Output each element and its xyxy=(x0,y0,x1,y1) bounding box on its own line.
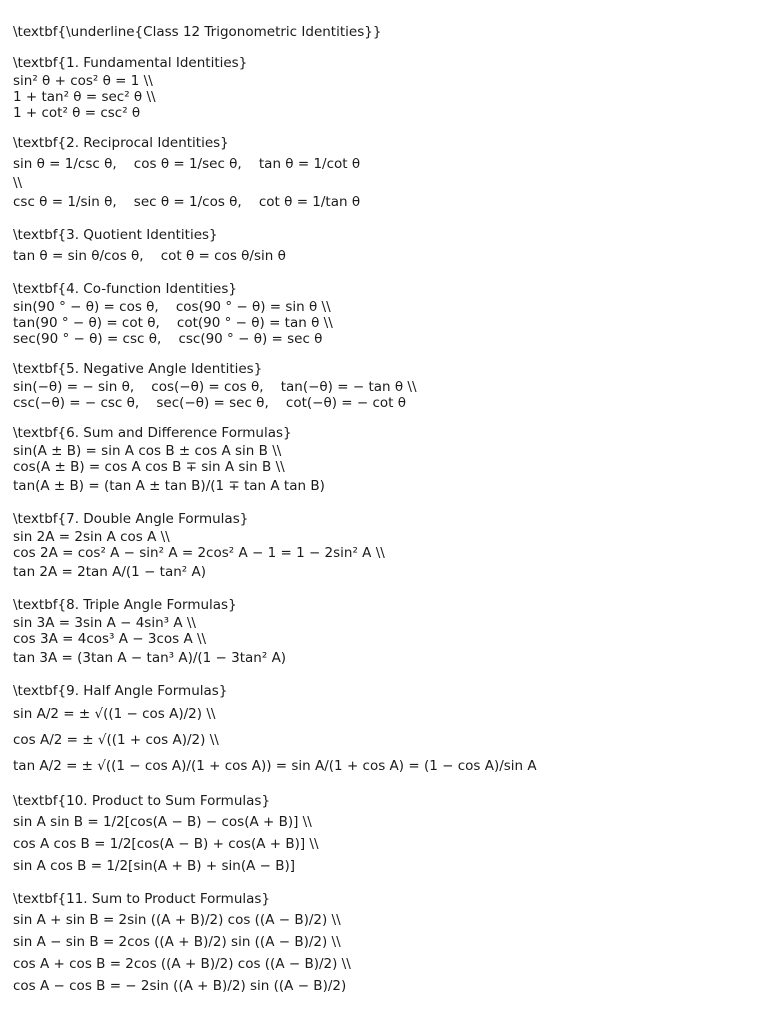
section-heading: \textbf{1. Fundamental Identities} xyxy=(13,55,248,71)
identity-line: 1 + cot² θ = csc² θ xyxy=(13,105,141,121)
identity-line: csc(−θ) = − csc θ, sec(−θ) = sec θ, cot(−θ) = − cot θ xyxy=(13,395,406,411)
section-negative-angle-identities xyxy=(13,359,753,411)
formula-line: sin 2A = 2sin A cos A \\ xyxy=(13,529,170,545)
document-body xyxy=(13,22,753,1009)
formula-line: cos A − cos B = − 2sin ((A + B)/2) sin ((A − B)/2) xyxy=(13,978,347,994)
formula-line: sin A + sin B = 2sin ((A + B)/2) cos ((A − B)/2) \\ xyxy=(13,912,341,928)
formula-line: sin A/2 = ± √((1 − cos A)/2) \\ xyxy=(13,706,216,722)
section-sum-difference-formulas xyxy=(13,423,753,497)
formula-line: cos A cos B = 1/2[cos(A − B) + cos(A + B)] \\ xyxy=(13,836,319,852)
section-heading: \textbf{7. Double Angle Formulas} xyxy=(13,511,249,527)
formula-line: cos 3A = 4cos³ A − 3cos A \\ xyxy=(13,631,207,647)
identity-line: sin(90 ° − θ) = cos θ, cos(90 ° − θ) = sin θ \\ xyxy=(13,299,331,315)
section-fundamental-identities xyxy=(13,53,753,121)
section-product-to-sum-formulas xyxy=(13,791,753,877)
identity-line: 1 + tan² θ = sec² θ \\ xyxy=(13,89,156,105)
formula-line: tan(A ± B) = (tan A ± tan B)/(1 ∓ tan A tan B) xyxy=(13,478,325,494)
section-heading: \textbf{10. Product to Sum Formulas} xyxy=(13,793,271,809)
section-double-angle-formulas xyxy=(13,509,753,583)
formula-line: tan 3A = (3tan A − tan³ A)/(1 − 3tan² A) xyxy=(13,650,287,666)
section-heading: \textbf{6. Sum and Difference Formulas} xyxy=(13,425,292,441)
section-heading: \textbf{8. Triple Angle Formulas} xyxy=(13,597,237,613)
identity-line: sin² θ + cos² θ = 1 \\ xyxy=(13,73,153,89)
identity-line: \\ xyxy=(13,175,23,191)
formula-line: cos A/2 = ± √((1 + cos A)/2) \\ xyxy=(13,732,219,748)
formula-line: sin A sin B = 1/2[cos(A − B) − cos(A + B)] \\ xyxy=(13,814,312,830)
identity-line: sin(−θ) = − sin θ, cos(−θ) = cos θ, tan(−θ) = − tan θ \\ xyxy=(13,379,417,395)
formula-line: cos 2A = cos² A − sin² A = 2cos² A − 1 = 1 − 2sin² A \\ xyxy=(13,545,385,561)
formula-line: sin(A ± B) = sin A cos B ± cos A sin B \\ xyxy=(13,443,282,459)
section-sum-to-product-formulas xyxy=(13,889,753,997)
identity-line: csc θ = 1/sin θ, sec θ = 1/cos θ, cot θ = 1/tan θ xyxy=(13,194,361,210)
document-title: \textbf{\underline{Class 12 Trigonometric Identities}} xyxy=(13,24,382,40)
section-quotient-identities xyxy=(13,225,753,267)
section-reciprocal-identities xyxy=(13,133,753,213)
section-heading: \textbf{11. Sum to Product Formulas} xyxy=(13,891,271,907)
section-cofunction-identities xyxy=(13,279,753,347)
formula-line: cos(A ± B) = cos A cos B ∓ sin A sin B \\ xyxy=(13,459,285,475)
identity-line: sec(90 ° − θ) = csc θ, csc(90 ° − θ) = sec θ xyxy=(13,331,323,347)
formula-line: sin 3A = 3sin A − 4sin³ A \\ xyxy=(13,615,196,631)
section-heading: \textbf{5. Negative Angle Identities} xyxy=(13,361,263,377)
identity-line: tan(90 ° − θ) = cot θ, cot(90 ° − θ) = tan θ \\ xyxy=(13,315,333,331)
section-heading: \textbf{4. Co-function Identities} xyxy=(13,281,237,297)
section-half-angle-formulas xyxy=(13,681,753,779)
formula-line: sin A − sin B = 2cos ((A + B)/2) sin ((A − B)/2) \\ xyxy=(13,934,341,950)
identity-line: sin θ = 1/csc θ, cos θ = 1/sec θ, tan θ = 1/cot θ xyxy=(13,156,361,172)
section-heading: \textbf{3. Quotient Identities} xyxy=(13,227,218,243)
formula-line: cos A + cos B = 2cos ((A + B)/2) cos ((A − B)/2) \\ xyxy=(13,956,351,972)
formula-line: tan A/2 = ± √((1 − cos A)/(1 + cos A)) = sin A/(1 + cos A) = (1 − cos A)/sin A xyxy=(13,758,537,774)
formula-line: sin A cos B = 1/2[sin(A + B) + sin(A − B)] xyxy=(13,858,296,874)
identity-line: tan θ = sin θ/cos θ, cot θ = cos θ/sin θ xyxy=(13,248,286,264)
section-heading: \textbf{9. Half Angle Formulas} xyxy=(13,683,228,699)
section-heading: \textbf{2. Reciprocal Identities} xyxy=(13,135,229,151)
section-triple-angle-formulas xyxy=(13,595,753,669)
formula-line: tan 2A = 2tan A/(1 − tan² A) xyxy=(13,564,206,580)
